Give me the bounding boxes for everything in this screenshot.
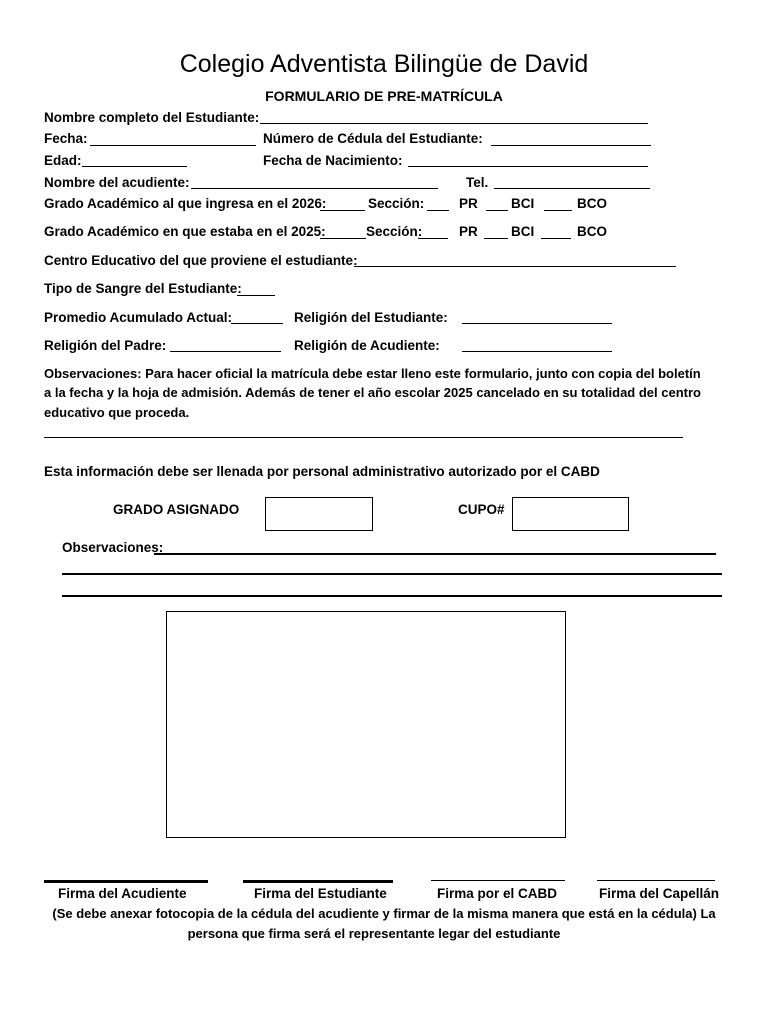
bco-2025-label: BCO [577,224,607,239]
grade-2025-field[interactable] [320,238,366,239]
admin-notice: Esta información debe ser llenada por personal administrativo autorizado por el CABD [44,464,600,479]
phone-field[interactable] [494,188,650,189]
bci-2026-field[interactable] [544,210,572,211]
footer-note-line-1: (Se debe anexar fotocopia de la cédula del acudiente y firmar de la misma manera que está en la cédula) La [52,906,716,921]
guardian-signature-label: Firma del Acudiente [58,886,187,901]
chaplain-signature-label: Firma del Capellán [599,886,720,901]
photo-box[interactable] [166,611,566,838]
observations-line-3: educativo que proceda. [44,405,190,420]
guardian-name-label: Nombre del acudiente: [44,175,190,190]
bco-2026-label: BCO [577,196,607,211]
age-field[interactable] [82,166,187,167]
section-2025-field[interactable] [418,238,448,239]
admin-observations-field-1[interactable] [154,553,716,555]
birth-date-field[interactable] [408,166,648,167]
footer-note-line-2: persona que firma será el representante legar del estudiante [187,926,561,941]
slot-box[interactable] [512,497,629,531]
student-name-label: Nombre completo del Estudiante: [44,110,260,125]
guardian-religion-field[interactable] [462,351,612,352]
age-label: Edad: [44,153,82,168]
phone-label: Tel. [466,175,489,190]
guardian-signature-line[interactable] [44,880,208,883]
pr-2025-label: PR [459,224,478,239]
admin-observations-label: Observaciones: [62,540,164,555]
cabd-signature-label: Firma por el CABD [437,886,558,901]
guardian-name-field[interactable] [191,188,438,189]
admin-observations-field-2[interactable] [62,573,722,575]
observations-line-2: a la fecha y la hoja de admisión. Además de tener el año escolar 2025 cancelado en su totalidad del centro [44,385,701,400]
section-2026-label: Sección: [368,196,425,211]
student-signature-line[interactable] [243,880,393,883]
date-label: Fecha: [44,131,88,146]
blood-type-label: Tipo de Sangre del Estudiante: [44,281,242,296]
student-religion-field[interactable] [462,323,612,324]
pr-2026-label: PR [459,196,478,211]
guardian-religion-label: Religión de Acudiente: [294,338,440,353]
admin-observations-field-3[interactable] [62,595,722,597]
father-religion-field[interactable] [170,351,281,352]
observations-field[interactable] [44,437,683,438]
bci-2025-label: BCI [511,224,535,239]
grade-2025-label: Grado Académico en que estaba en el 2025: [44,224,326,239]
id-number-label: Número de Cédula del Estudiante: [263,131,483,146]
student-signature-label: Firma del Estudiante [254,886,387,901]
blood-type-field[interactable] [237,295,275,296]
bci-2025-field[interactable] [541,238,571,239]
date-field[interactable] [90,145,256,146]
school-title: Colegio Adventista Bilingüe de David [179,50,589,78]
pr-2025-field[interactable] [484,238,508,239]
grade-assigned-box[interactable] [265,497,373,531]
grade-assigned-label: GRADO ASIGNADO [113,502,240,517]
chaplain-signature-line[interactable] [597,880,715,881]
pr-2026-field[interactable] [486,210,508,211]
previous-school-field[interactable] [354,266,676,267]
cabd-signature-line[interactable] [431,880,565,881]
observations-line-1: Observaciones: Para hacer oficial la matrícula debe estar lleno este formulario, junto con copia del boletín [44,366,701,381]
student-name-field[interactable] [260,123,648,124]
gpa-label: Promedio Acumulado Actual: [44,310,233,325]
grade-2026-label: Grado Académico al que ingresa en el 2026: [44,196,327,211]
student-religion-label: Religión del Estudiante: [294,310,448,325]
gpa-field[interactable] [231,323,283,324]
slot-label: CUPO# [458,502,505,517]
previous-school-label: Centro Educativo del que proviene el estudiante: [44,253,358,268]
bci-2026-label: BCI [511,196,535,211]
id-number-field[interactable] [491,145,651,146]
birth-date-label: Fecha de Nacimiento: [263,153,403,168]
form-title: FORMULARIO DE PRE-MATRÍCULA [265,88,503,104]
section-2025-label: Sección: [366,224,423,239]
grade-2026-field[interactable] [320,210,365,211]
father-religion-label: Religión del Padre: [44,338,167,353]
section-2026-field[interactable] [427,210,449,211]
